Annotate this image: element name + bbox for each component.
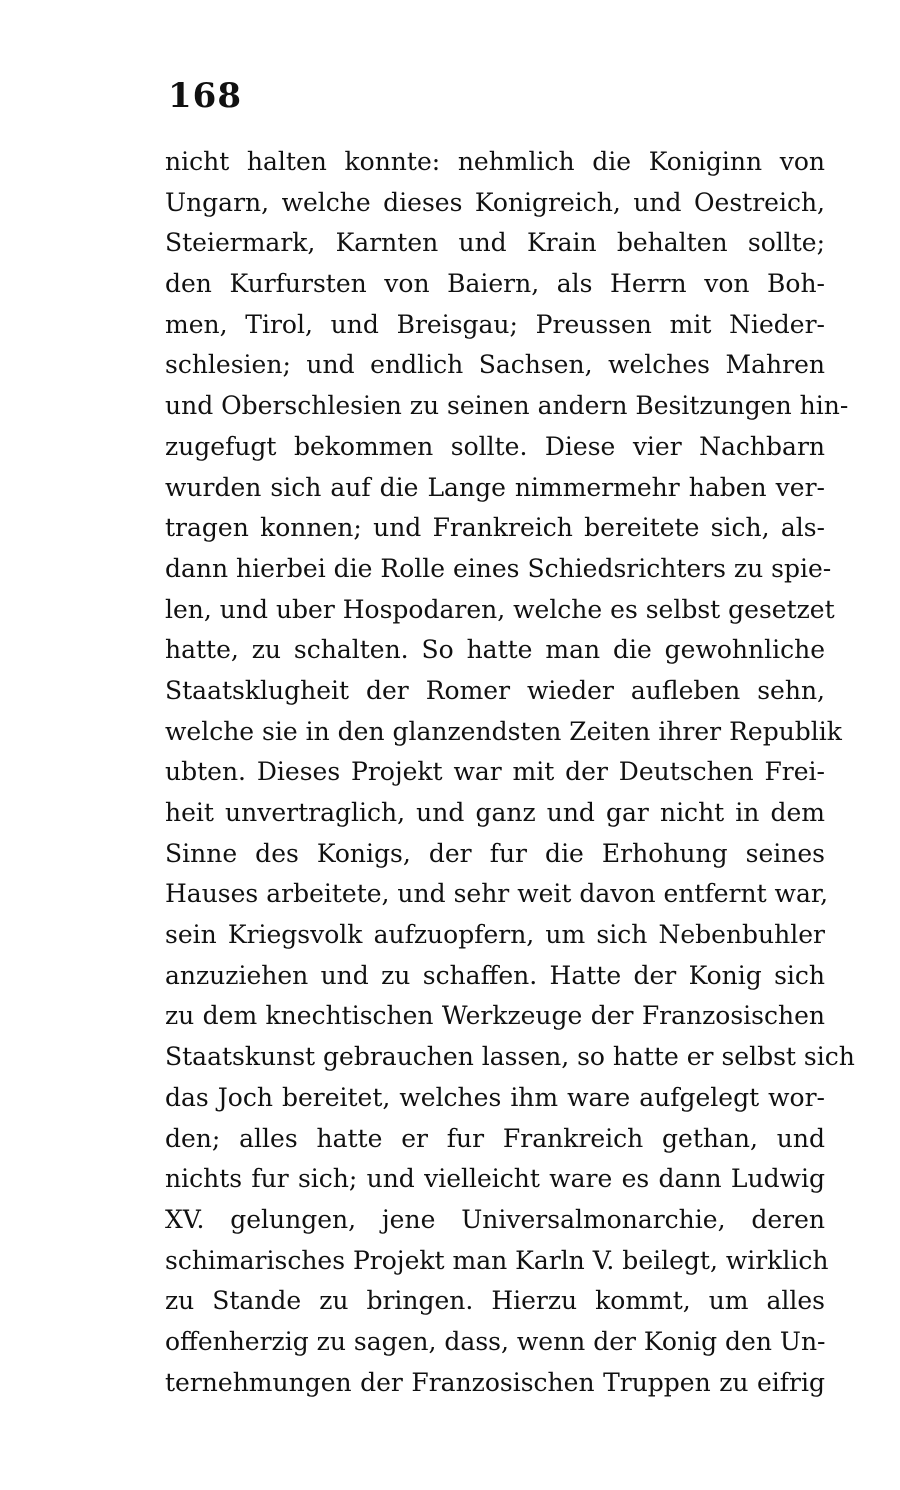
text-line: den Kurfursten von Baiern, als Herrn von Boh-: [165, 269, 825, 299]
text-line: ternehmungen der Franzosischen Truppen zu eifrig: [165, 1367, 825, 1397]
text-line: heit unvertraglich, und ganz und gar nicht in dem: [165, 798, 825, 827]
text-line: len, und uber Hospodaren, welche es selbst gesetzet: [165, 594, 835, 624]
text-line: tragen konnen; und Frankreich bereitete sich, als-: [165, 513, 825, 543]
text-line: Ungarn, welche dieses Konigreich, und Oestreich,: [165, 187, 825, 217]
text-line: XV. gelungen, jene Universalmonarchie, deren: [165, 1204, 825, 1234]
text-line: men, Tirol, und Breisgau; Preussen mit Nieder-: [165, 309, 825, 339]
text-line: schlesien; und endlich Sachsen, welches Mahren: [165, 350, 825, 380]
text-line: ubten. Dieses Projekt war mit der Deutschen Frei-: [165, 757, 825, 787]
text-line: nicht halten konnte: nehmlich die Koniginn von: [165, 147, 825, 176]
text-line: nichts fur sich; und vielleicht ware es dann Ludwig: [165, 1164, 825, 1194]
text-line: schimarisches Projekt man Karln V. beilegt, wirklich: [165, 1245, 829, 1275]
text-line: Steiermark, Karnten und Krain behalten sollte;: [165, 228, 825, 258]
page-number: 168: [168, 76, 242, 116]
text-line: Staatskunst gebrauchen lassen, so hatte er selbst sich: [165, 1042, 855, 1072]
text-line: anzuziehen und zu schaffen. Hatte der Konig sich: [165, 960, 825, 990]
text-line: welche sie in den glanzendsten Zeiten ihrer Republik: [165, 716, 842, 746]
text-line: Staatsklugheit der Romer wieder aufleben sehn,: [165, 675, 825, 705]
text-line: und Oberschlesien zu seinen andern Besitzungen hin-: [165, 391, 849, 421]
body-text: [165, 142, 855, 1403]
text-line: zugefugt bekommen sollte. Diese vier Nachbarn: [165, 431, 825, 461]
text-line: sein Kriegsvolk aufzuopfern, um sich Nebenbuhler: [165, 920, 825, 950]
text-line: hatte, zu schalten. So hatte man die gewohnliche: [165, 635, 825, 665]
text-line: wurden sich auf die Lange nimmermehr haben ver-: [165, 472, 825, 502]
text-line: zu Stande zu bringen. Hierzu kommt, um alles: [165, 1286, 825, 1316]
text-line: den; alles hatte er fur Frankreich gethan, und: [165, 1123, 825, 1153]
text-line: dann hierbei die Rolle eines Schiedsrichters zu spie-: [165, 553, 832, 583]
text-line: zu dem knechtischen Werkzeuge der Franzosischen: [165, 1001, 825, 1031]
text-line: offenherzig zu sagen, dass, wenn der Konig den Un-: [165, 1326, 826, 1356]
text-line: das Joch bereitet, welches ihm ware aufgelegt wor-: [165, 1082, 825, 1112]
text-line: Hauses arbeitete, und sehr weit davon entfernt war,: [165, 879, 829, 909]
text-line: Sinne des Konigs, der fur die Erhohung seines: [165, 838, 825, 868]
